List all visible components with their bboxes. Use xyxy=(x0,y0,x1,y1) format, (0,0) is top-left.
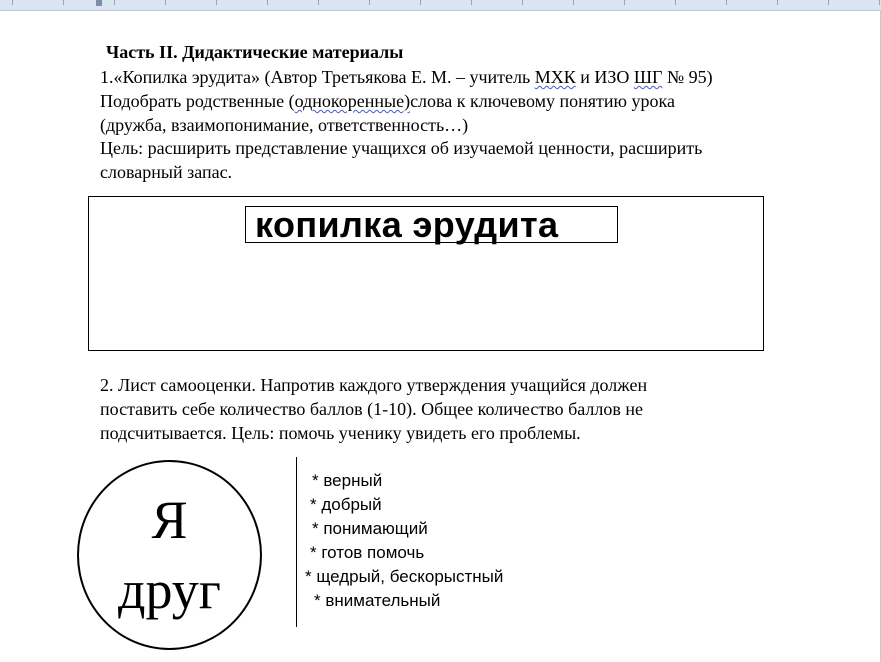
ruler-tick xyxy=(624,0,625,5)
ruler-tick xyxy=(471,0,472,5)
circle-text-drug: друг xyxy=(118,560,221,620)
section2-line1: 2. Лист самооценки. Напротив каждого утверждения учащийся должен xyxy=(100,375,648,395)
ruler xyxy=(0,0,881,11)
ruler-tick xyxy=(420,0,421,5)
circle-text-ya: Я xyxy=(151,490,188,550)
ruler-tick xyxy=(369,0,370,5)
section-heading: Часть II. Дидактические материалы xyxy=(106,42,404,62)
ruler-tick xyxy=(165,0,166,5)
ruler-tick xyxy=(828,0,829,5)
ruler-tick xyxy=(573,0,574,5)
quality-item: * добрый xyxy=(310,495,382,514)
divider-line xyxy=(296,457,297,627)
ruler-indent-marker[interactable] xyxy=(96,0,102,6)
ruler-tick xyxy=(879,0,880,5)
ruler-tick xyxy=(522,0,523,5)
quality-item: * готов помочь xyxy=(310,543,425,562)
section1-line1: 1.«Копилка эрудита» (Автор Третьякова Е. М. – учитель МХК и ИЗО ШГ № 95) xyxy=(100,67,713,87)
section1-line5: словарный запас. xyxy=(100,162,233,182)
kopilka-title[interactable]: копилка эрудита xyxy=(245,206,618,243)
section1-line2: Подобрать родственные (однокоренные)слова к ключевому понятию урока xyxy=(100,91,675,111)
quality-item: * щедрый, бескорыстный xyxy=(305,567,504,586)
quality-item: * понимающий xyxy=(312,519,428,538)
ruler-tick xyxy=(726,0,727,5)
quality-item: * внимательный xyxy=(314,591,441,610)
quality-item: * верный xyxy=(312,471,383,490)
section2-line3: подсчитывается. Цель: помочь ученику увидеть его проблемы. xyxy=(100,423,581,443)
self-assessment-circle[interactable] xyxy=(77,460,262,650)
ruler-tick xyxy=(114,0,115,5)
ruler-tick xyxy=(267,0,268,5)
ruler-tick xyxy=(216,0,217,5)
section2-line2: поставить себе количество баллов (1-10). Общее количество баллов не xyxy=(100,399,643,419)
ruler-tick xyxy=(675,0,676,5)
ruler-tick xyxy=(318,0,319,5)
ruler-tick xyxy=(63,0,64,5)
ruler-tick xyxy=(777,0,778,5)
ruler-tick xyxy=(12,0,13,5)
section1-line3: (дружба, взаимопонимание, ответственность…) xyxy=(100,115,469,135)
section1-line4: Цель: расширить представление учащихся об изучаемой ценности, расширить xyxy=(100,138,703,158)
